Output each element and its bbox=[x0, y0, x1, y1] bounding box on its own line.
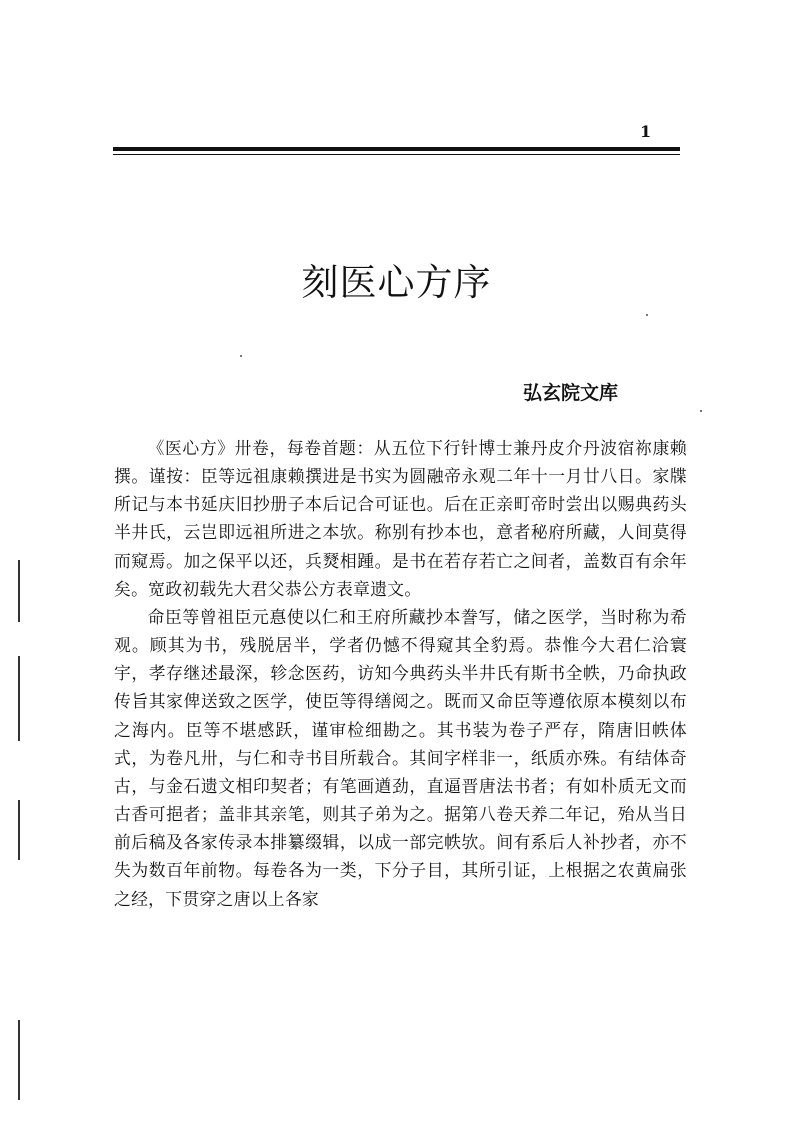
scan-margin-mark bbox=[18, 656, 20, 741]
header-rule-thin bbox=[113, 154, 680, 155]
paragraph-1: 《医心方》卅卷，每卷首题：从五位下行针博士兼丹皮介丹波宿祢康赖撰。谨按：臣等远祖康赖撰进是书实为圆融帝永观二年十一月廿八日。家牒所记与本书延庆旧抄册子本后记合可证也。后在正亲町帝时尝出以赐典药头半井氏，云岂即远祖所进之本欤。称别有抄本也，意者秘府所藏，人间莫得而窥焉。加之保平以还，兵燹相踵。是书在若存若亡之间者，盖数百有余年矣。宽政初载先大君父恭公方表章遗文。 bbox=[114, 438, 687, 599]
scan-margin-mark bbox=[18, 1020, 20, 1100]
page-title: 刻医心方序 bbox=[301, 261, 492, 304]
paragraph-2: 命臣等曾祖臣元惪使以仁和王府所藏抄本誊写，储之医学，当时称为希观。顾其为书，残脱居半，学者仍憾不得窥其全豹焉。恭惟今大君仁洽寰宇，孝存继述最深，轸念医药，访知今典药头半井氏有斯书全帙，乃命执政传旨其家俾送致之医学，使臣等得缮阅之。既而又命臣等遵依原本模刻以布之海内。臣等不堪感跃，谨审检细勘之。其书装为卷子严存，隋唐旧帙体式，为卷凡卅，与仁和寺书目所载合。其间字样非一，纸质亦殊。有结体奇古，与金石遗文相印契者；有笔画遒劲，直逼晋唐法书者；有如朴质无文而古香可挹者；盖非其亲笔，则其子弟为之。据第八卷天养二年记，殆从当日前后稿及各家传录本排纂缀辑，以成一部完帙欤。间有系后人补抄者，亦不失为数百年前物。每卷各为一类，下分子目，其所引证，上根据之农黄扁张之经，下贯穿之唐以上各家 bbox=[114, 606, 687, 909]
scan-speck bbox=[240, 355, 242, 357]
scan-speck bbox=[700, 410, 702, 412]
header-rule-thick bbox=[113, 147, 680, 151]
scan-margin-mark bbox=[18, 800, 20, 860]
scan-margin-mark bbox=[18, 560, 20, 622]
body-text bbox=[114, 434, 687, 913]
author-attribution: 弘玄院文库 bbox=[523, 382, 619, 404]
page-number: 1 bbox=[640, 122, 652, 141]
scan-speck bbox=[646, 314, 648, 316]
